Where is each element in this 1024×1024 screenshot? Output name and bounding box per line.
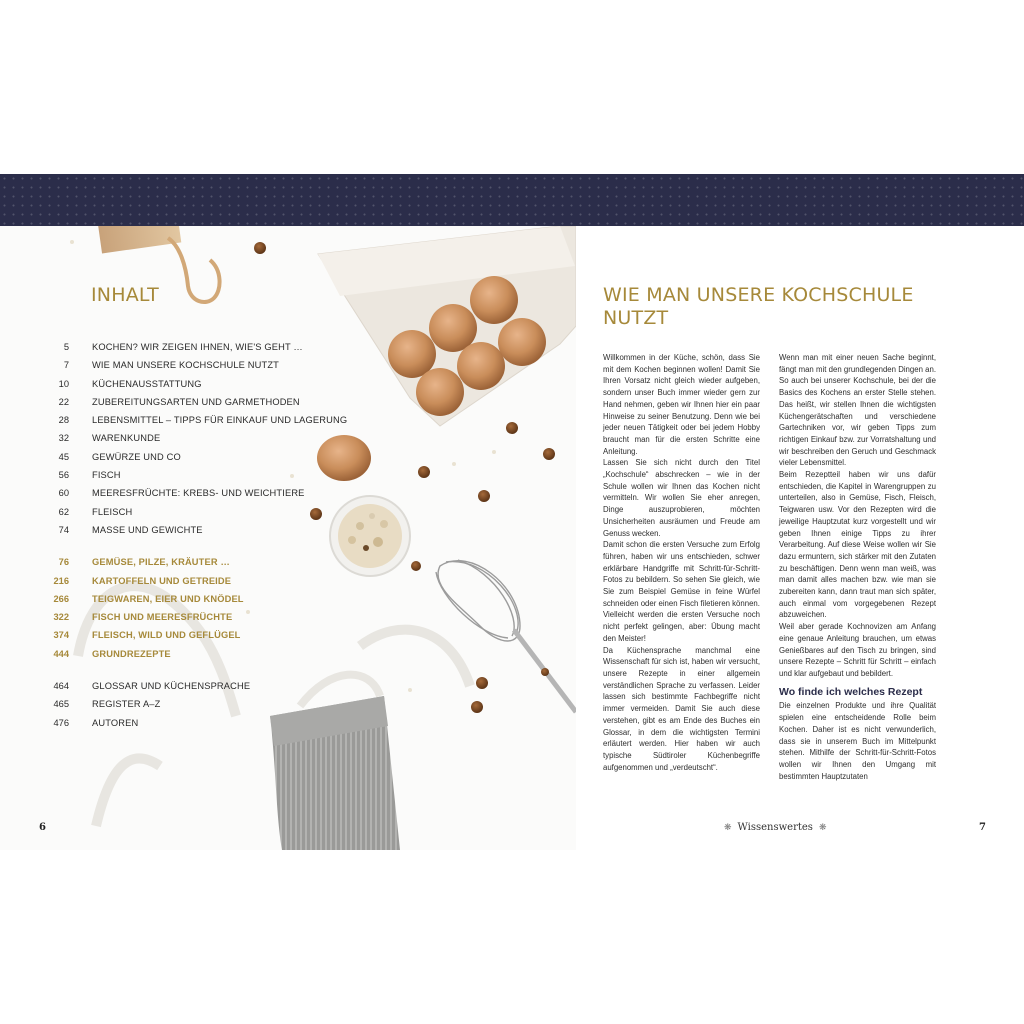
toc-title: WIE MAN UNSERE KOCHSCHULE NUTZT (92, 360, 279, 371)
egg (498, 318, 546, 366)
toc-page-number: 28 (58, 415, 69, 426)
page-number-left: 6 (39, 822, 46, 833)
toc-spacer (0, 539, 340, 553)
toc-title: MASSE UND GEWICHTE (92, 524, 203, 535)
toc-title: AUTOREN (92, 717, 139, 728)
toc-title: KÜCHENAUSSTATTUNG (92, 378, 202, 389)
toc-entry[interactable] (0, 572, 340, 590)
toc-page-number: 10 (58, 378, 69, 389)
section-heading-line1: WIE MAN UNSERE KOCHSCHULE (603, 284, 914, 306)
toc-entry[interactable] (0, 590, 340, 608)
ornament-icon: ❋ (724, 823, 732, 833)
toc-page-number: 322 (53, 612, 69, 623)
header-band (0, 174, 1024, 226)
toc-title: GRUNDREZEPTE (92, 648, 171, 659)
toc-page-number: 22 (58, 396, 69, 407)
toc-page-number: 464 (53, 681, 69, 692)
body-paragraph: Willkommen in der Küche, schön, dass Sie mit dem Kochen beginnen wollen! Damit Sie Ihren Vorsatz nicht gleich wieder aufgeben, sondern unser Buch immer wieder gern zur Hand nehmen, geben wir Ihnen hier ein paar Hinweise zu seiner Benutzung. Denn wie bei jeder neuen Tätigkeit oder bei jedem Hobby braucht man für die ersten Schritte eine Anleitung. (603, 353, 760, 456)
text-column-1 (603, 352, 760, 773)
toc-title: ZUBEREITUNGSARTEN UND GARMETHODEN (92, 396, 300, 407)
toc-page-number: 266 (53, 593, 69, 604)
running-title (718, 822, 832, 833)
toc-page-number: 62 (58, 506, 69, 517)
toc-title: GLOSSAR UND KÜCHENSPRACHE (92, 681, 251, 692)
egg (457, 342, 505, 390)
toc-title: TEIGWAREN, EIER UND KNÖDEL (92, 593, 244, 604)
toc-page-number: 216 (53, 575, 69, 586)
page-number-right: 7 (979, 822, 986, 833)
toc-page-number: 476 (53, 717, 69, 728)
toc-entry[interactable] (0, 553, 340, 571)
toc-title: MEERESFRÜCHTE: KREBS- UND WEICHTIERE (92, 488, 305, 499)
toc-title: KARTOFFELN UND GETREIDE (92, 575, 232, 586)
toc-entry[interactable] (0, 714, 340, 732)
toc-page-number: 374 (53, 630, 69, 641)
toc-page-number: 56 (58, 470, 69, 481)
toc-page-number: 45 (58, 451, 69, 462)
body-paragraph: Damit schon die ersten Versuche zum Erfolg führen, haben wir uns entschieden, schwer erklärbare Handgriffe mit Schritt-für-Schritt-Fotos zu bebildern. So sehen Sie gleich, wie Sie zum Beispiel Gemüse in feine Würfel schneiden oder einen Fisch filetieren können. (603, 540, 760, 608)
toc-entry[interactable] (0, 429, 340, 447)
toc-entry[interactable] (0, 448, 340, 466)
section-heading-line2: NUTZT (603, 307, 669, 329)
running-title-text: Wissenswertes (737, 822, 813, 833)
body-paragraph: Da Küchensprache manchmal eine Wissenschaft für sich ist, haben wir versucht, unsere Rezepte in einer allgemein verständlichen Sprache zu verfassen. Leider lassen sich bestimmte Fachbegriffe nicht immer vermeiden. Damit Sie auch diese verstehen, gibt es am Ende des Buches ein Glossar, in dem die wichtigsten Termini erläutert werden. Hier haben wir auch typische Südtiroler Küchenbegriffe aufgenommen und „verdeutscht“. (603, 645, 760, 772)
toc-entry[interactable] (0, 521, 340, 539)
toc-page-number: 76 (58, 557, 69, 568)
toc-page-number: 32 (58, 433, 69, 444)
toc-entry[interactable] (0, 695, 340, 713)
toc-entry[interactable] (0, 645, 340, 663)
toc-entry[interactable] (0, 338, 340, 356)
toc-title: FISCH UND MEERESFRÜCHTE (92, 612, 233, 623)
kitchen-photo (0, 226, 576, 850)
toc-title: KOCHEN? WIR ZEIGEN IHNEN, WIE'S GEHT … (92, 342, 303, 352)
body-paragraph: Wenn man mit einer neuen Sache beginnt, fängt man mit den grundlegenden Dingen an. So auch bei unserer Kochschule, bei der die Basics des Kochens an erster Stelle stehen. Das heißt, wir stellen Ihnen die wichtigsten Küchengerätschaften und verschiedene Gartechniken vor, wir geben Tipps zum richtigen Einkauf bzw. zur Vorratshaltung und wir beschreiben den Geruch und Geschmack vieler Lebensmittel. (779, 353, 936, 468)
toc-spacer (0, 663, 340, 677)
toc-title: WARENKUNDE (92, 433, 161, 444)
toc-title: FLEISCH (92, 506, 133, 517)
toc-entry[interactable] (0, 484, 340, 502)
toc-title: GEWÜRZE UND CO (92, 451, 181, 462)
body-paragraph: Beim Rezeptteil haben wir uns dafür entschieden, die Kapitel in Warengruppen zu unterteilen, also in Gemüse, Fisch, Fleisch, Teigwaren usw. Vor den Rezepten wird die jeweilige Hauptzutat kurz vorgestellt und wir geben Ihnen einige Tipps zu ihrer Verarbeitung. Auf diese Weise wollen wir Sie dazu ermuntern, sich stärker mit den Zutaten zu beschäftigen. Denn wenn man weiß, was man damit alles machen bzw. wie man sie zubereiten kann, dann traut man sich später, auch einmal vom vorgegebenen Rezept abzuweichen. (779, 470, 936, 620)
toc-page-number: 444 (53, 648, 69, 659)
toc-entry[interactable] (0, 375, 340, 393)
toc-title: FISCH (92, 470, 121, 481)
toc-title: FLEISCH, WILD UND GEFLÜGEL (92, 630, 241, 641)
oat-bowl (330, 496, 410, 576)
toc-entry[interactable] (0, 677, 340, 695)
toc-page-number: 465 (53, 699, 69, 710)
toc-title: REGISTER A–Z (92, 699, 161, 710)
toc-entry[interactable] (0, 608, 340, 626)
body-paragraph: Die einzelnen Produkte und ihre Qualität spielen eine entscheidende Rolle beim Kochen. Daher ist es nicht verwunderlich, dass sie in unserem Buch im Mittelpunkt stehen. Mithilfe der Schritt-für-Schritt-Fotos wollen wir Ihnen den Umgang mit bestimmten Hauptzutaten (779, 701, 936, 781)
body-paragraph: Weil aber gerade Kochnovizen am Anfang eine genaue Anleitung brauchen, um etwas Genießbares auf den Tisch zu bringen, sind unsere Rezepte – Schritt für Schritt – einfach und klar aufgebaut und bebildert. (779, 622, 936, 678)
egg (416, 368, 464, 416)
toc-entry[interactable] (0, 466, 340, 484)
toc-entry[interactable] (0, 356, 340, 374)
toc-title: GEMÜSE, PILZE, KRÄUTER … (92, 557, 230, 568)
book-spread (0, 226, 1024, 850)
toc-entry[interactable] (0, 393, 340, 411)
toc-heading: INHALT (91, 284, 159, 306)
body-paragraph: Vielleicht werden die ersten Versuche noch nicht perfekt gelingen, aber: Übung macht den Meister! (603, 610, 760, 643)
ornament-icon: ❋ (818, 823, 827, 833)
toc-title: LEBENSMITTEL – TIPPS FÜR EINKAUF UND LAGERUNG (92, 415, 348, 426)
toc-entry[interactable] (0, 626, 340, 644)
toc-page-number: 60 (58, 488, 69, 499)
toc-page-number: 5 (63, 342, 69, 352)
egg (470, 276, 518, 324)
section-heading (603, 284, 943, 330)
table-of-contents (0, 338, 348, 732)
toc-entry[interactable] (0, 411, 348, 429)
body-paragraph: Lassen Sie sich nicht durch den Titel „Kochschule“ abschrecken – wie in der Schule wollen wir Ihnen das Kochen nicht vermitteln. Wir wollen Sie eher anregen, Dinge auszuprobieren, möchten Unsicherheiten ausräumen und Freude am Genuss wecken. (603, 458, 760, 538)
text-column-2 (779, 352, 936, 782)
toc-page-number: 74 (58, 524, 69, 535)
subheading: Wo finde ich welches Rezept (779, 685, 923, 698)
toc-page-number: 7 (63, 360, 69, 371)
toc-entry[interactable] (0, 503, 340, 521)
